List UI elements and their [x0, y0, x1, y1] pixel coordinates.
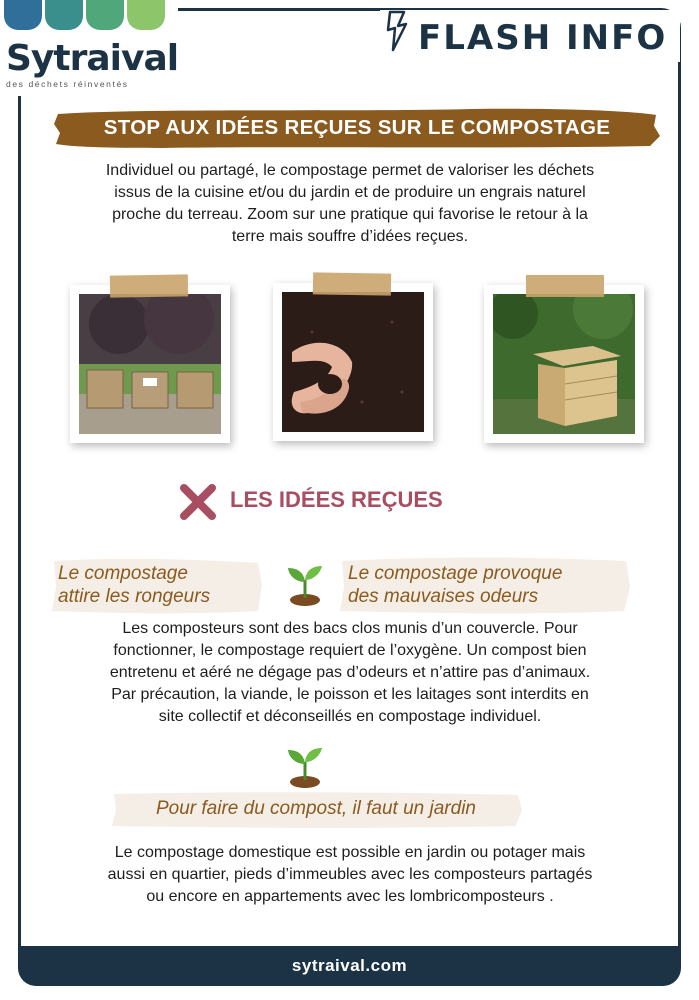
intro-line: proche du terreau. Zoom sur une pratique qui favorise le retour à la	[112, 206, 588, 223]
intro-line: issus de la cuisine et/ou du jardin et de produire un engrais naturel	[114, 184, 586, 201]
answer-1-line: entretenu et aéré ne dégage pas d’odeurs et n’attire pas d’animaux.	[109, 664, 591, 681]
intro-line: terre mais souffre d’idées reçues.	[231, 228, 469, 245]
answer-2-line: aussi en quartier, pieds d’immeubles avec les composteurs partagés	[107, 866, 593, 883]
page-title: FLASH INFO	[418, 18, 668, 58]
brand-tagline: des déchets réinventés	[6, 79, 129, 89]
sprout-icon	[286, 744, 324, 790]
answer-2-paragraph	[40, 842, 660, 908]
garden-composter-photo	[484, 285, 644, 443]
hands-with-soil-photo	[273, 283, 433, 441]
tape	[526, 275, 604, 297]
answer-2-line: ou encore en appartements avec les lombricomposteurs .	[146, 888, 554, 905]
tape	[110, 274, 188, 297]
logo	[0, 0, 178, 96]
lightning-bolt-icon	[384, 10, 412, 52]
myth-3: Pour faire du compost, il faut un jardin	[155, 798, 476, 819]
banner-title: STOP AUX IDÉES REÇUES SUR LE COMPOSTAGE	[103, 116, 611, 139]
wooden-compost-bins-photo	[70, 285, 230, 443]
myth-1-line: Le compostage	[58, 563, 188, 584]
myth-2-line: Le compostage provoque	[348, 563, 563, 584]
answer-1-line: Par précaution, la viande, le poisson et les laitages sont interdits en	[111, 686, 589, 703]
answer-1-line: fonctionner, le compostage requiert de l’oxygène. Un compost bien	[113, 642, 587, 659]
footer-website-link[interactable]: sytraival.com	[291, 956, 408, 975]
answer-2-line: Le compostage domestique est possible en jardin ou potager mais	[114, 844, 586, 861]
myth-1	[58, 562, 210, 608]
myth-1-line: attire les rongeurs	[58, 586, 211, 607]
intro-line: Individuel ou partagé, le compostage permet de valoriser les déchets	[105, 162, 595, 179]
answer-1-paragraph	[40, 618, 660, 728]
brand-name: Sytraival	[6, 38, 179, 79]
answer-1-line: Les composteurs sont des bacs clos munis d’un couvercle. Pour	[122, 620, 578, 637]
cross-icon	[178, 482, 218, 522]
answer-1-line: site collectif et déconseillés en compostage individuel.	[158, 708, 542, 725]
intro-paragraph	[40, 160, 660, 248]
tape	[313, 272, 391, 295]
myth-2-line: des mauvaises odeurs	[348, 586, 539, 607]
logo-bars	[0, 0, 170, 30]
myth-2	[348, 562, 562, 608]
section-title: LES IDÉES REÇUES	[230, 487, 443, 512]
sprout-icon	[286, 562, 324, 608]
